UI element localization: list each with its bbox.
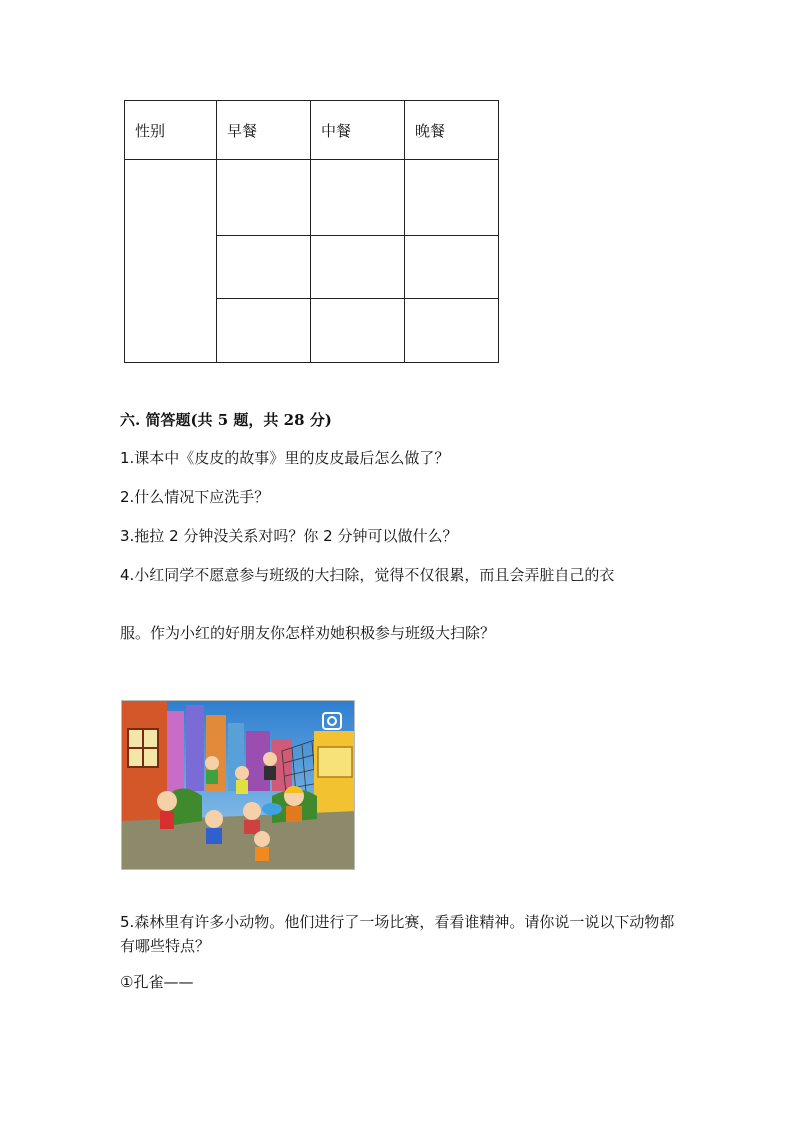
question-1: 1.课本中《皮皮的故事》里的皮皮最后怎么做了？ <box>120 449 450 467</box>
question-4-line-2: 服。作为小红的好朋友你怎样劝她积极参与班级大扫除？ <box>120 624 496 642</box>
section-title: 六. 简答题(共 5 题，共 28 分) <box>120 411 332 429</box>
question-5-item-1: ①孔雀—— <box>120 973 194 991</box>
table-cell <box>217 236 311 299</box>
table-cell <box>405 236 499 299</box>
question-5: 5.森林里有许多小动物。他们进行了一场比赛，看看谁精神。请你说一说以下动物都有哪些特点？ <box>120 913 675 955</box>
table-cell <box>311 236 405 299</box>
cartoon-scene <box>122 701 355 870</box>
question-4-line-1: 4.小红同学不愿意参与班级的大扫除，觉得不仅很累，而且会弄脏自己的衣 <box>120 566 615 584</box>
table-header-row <box>125 101 499 160</box>
header-breakfast: 早餐 <box>217 101 311 160</box>
table-cell <box>311 299 405 363</box>
meal-table <box>124 100 499 363</box>
table-cell <box>217 299 311 363</box>
table-row <box>125 160 499 236</box>
gender-cell <box>125 160 217 363</box>
table-cell <box>311 160 405 236</box>
question-2: 2.什么情况下应洗手？ <box>120 488 270 506</box>
header-gender: 性别 <box>125 101 217 160</box>
header-dinner: 晚餐 <box>405 101 499 160</box>
table-cell <box>405 299 499 363</box>
question-3: 3.拖拉 2 分钟没关系对吗？你 2 分钟可以做什么？ <box>120 527 458 545</box>
table-cell <box>405 160 499 236</box>
cartoon-illustration <box>121 700 355 870</box>
header-lunch: 中餐 <box>311 101 405 160</box>
table-cell <box>217 160 311 236</box>
